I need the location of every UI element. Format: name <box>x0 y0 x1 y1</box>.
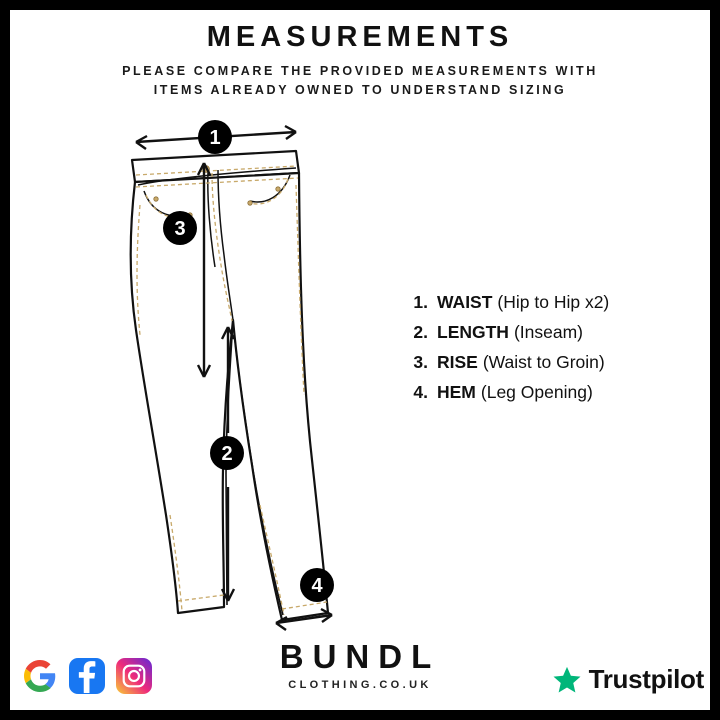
trustpilot-star-icon <box>552 665 582 695</box>
marker-4 <box>300 568 334 602</box>
marker-2 <box>210 436 244 470</box>
svg-text:4: 4 <box>311 575 323 597</box>
legend-number: 3. <box>413 352 428 372</box>
legend-label: WAIST <box>437 292 493 312</box>
legend-label: RISE <box>437 352 478 372</box>
page-title: MEASUREMENTS <box>206 21 514 53</box>
facebook-icon[interactable] <box>69 658 105 694</box>
legend-description: (Hip to Hip x2) <box>497 292 610 312</box>
marker-3 <box>163 211 197 245</box>
svg-text:2: 2 <box>221 443 233 465</box>
measurement-legend <box>402 292 702 412</box>
brand-website: CLOTHING.CO.UK <box>288 679 432 691</box>
legend-item-rise <box>402 352 702 373</box>
jeans-diagram <box>100 115 400 635</box>
instagram-icon[interactable] <box>116 658 152 694</box>
legend-label: LENGTH <box>437 322 509 342</box>
brand-name: BUNDL <box>279 638 441 675</box>
legend-description: (Waist to Groin) <box>482 352 605 372</box>
trustpilot-badge[interactable] <box>552 664 704 695</box>
svg-text:3: 3 <box>174 218 186 240</box>
legend-item-hem <box>402 382 702 403</box>
trustpilot-label: Trustpilot <box>588 664 704 694</box>
legend-number: 4. <box>413 382 428 402</box>
svg-text:1: 1 <box>209 127 221 149</box>
subtitle-line-1: PLEASE COMPARE THE PROVIDED MEASUREMENTS WITH <box>122 63 598 78</box>
legend-item-length <box>402 322 702 343</box>
legend-number: 2. <box>413 322 428 342</box>
header <box>10 22 710 101</box>
legend-item-waist <box>402 292 702 313</box>
legend-description: (Leg Opening) <box>480 382 593 402</box>
legend-number: 1. <box>413 292 428 312</box>
page-inner <box>10 10 710 710</box>
subtitle-line-2: ITEMS ALREADY OWNED TO UNDERSTAND SIZING <box>153 83 567 98</box>
social-links <box>22 658 152 694</box>
legend-description: (Inseam) <box>513 322 583 342</box>
google-icon[interactable] <box>22 658 58 694</box>
marker-1 <box>198 120 232 154</box>
page-subtitle <box>10 62 710 101</box>
legend-label: HEM <box>437 382 476 402</box>
